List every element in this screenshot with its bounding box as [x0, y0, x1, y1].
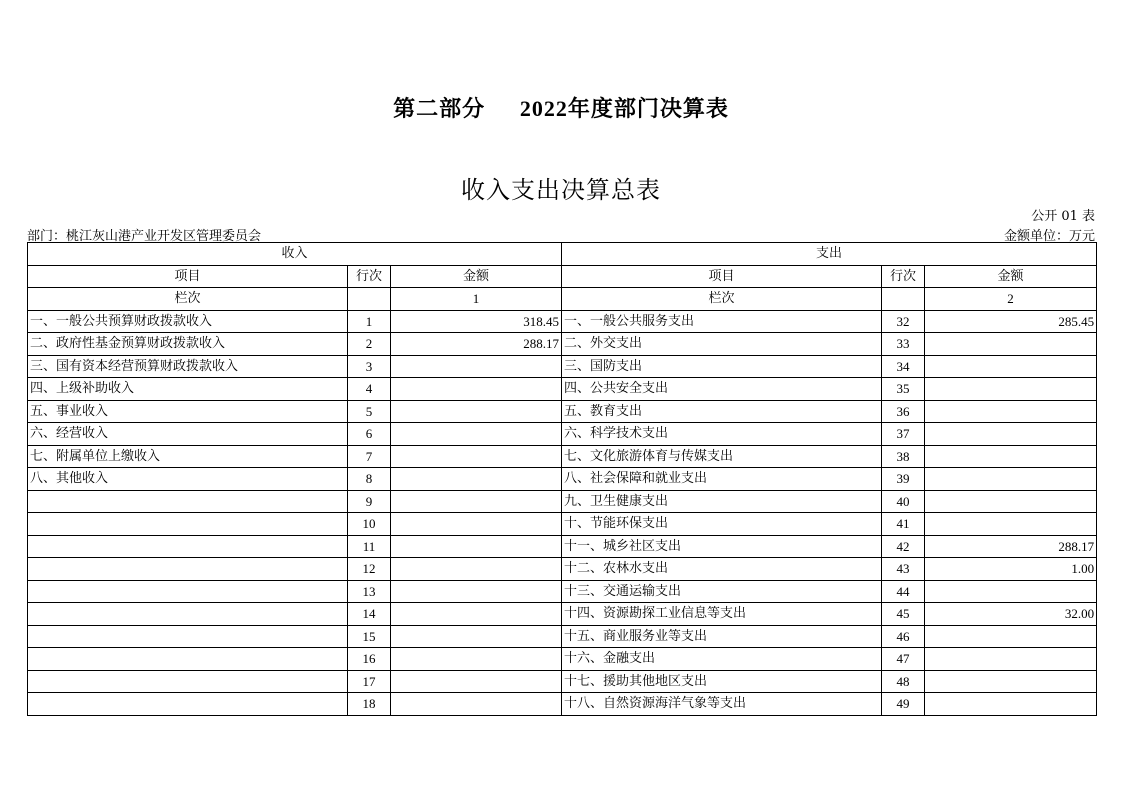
- expense-item-cell: 十五、商业服务业等支出: [562, 625, 882, 648]
- income-row-no-cell: 3: [348, 355, 391, 378]
- expense-row-no-cell: 44: [882, 580, 925, 603]
- heading-part: 第二部分: [393, 96, 486, 122]
- income-amount-cell: [391, 513, 562, 536]
- expense-amount-cell: 285.45: [925, 310, 1097, 333]
- expense-item-cell: 十六、金融支出: [562, 648, 882, 671]
- expense-row-no-cell: 47: [882, 648, 925, 671]
- expense-row-no-cell: 40: [882, 490, 925, 513]
- table-row: [28, 625, 1097, 648]
- income-item-cell: [28, 490, 348, 513]
- expense-item-cell: 十、节能环保支出: [562, 513, 882, 536]
- table-row: [28, 535, 1097, 558]
- table-column-header-row: [28, 265, 1097, 288]
- table-row: [28, 423, 1097, 446]
- income-row-no-cell: 1: [348, 310, 391, 333]
- table-row: [28, 670, 1097, 693]
- income-amount-cell: 288.17: [391, 333, 562, 356]
- table-row: [28, 693, 1097, 716]
- table-row: [28, 333, 1097, 356]
- income-item-cell: [28, 558, 348, 581]
- expense-amount-cell: 1.00: [925, 558, 1097, 581]
- table-group-header-row: [28, 243, 1097, 266]
- income-row-no-cell: 9: [348, 490, 391, 513]
- expense-column-no-blank: [882, 288, 925, 311]
- expense-row-no-cell: 39: [882, 468, 925, 491]
- income-amount-cell: [391, 670, 562, 693]
- income-amount-cell: [391, 648, 562, 671]
- income-row-no-cell: 14: [348, 603, 391, 626]
- income-amount-header: 金额: [391, 265, 562, 288]
- expense-row-no-cell: 32: [882, 310, 925, 333]
- income-item-cell: 二、政府性基金预算财政拨款收入: [28, 333, 348, 356]
- income-item-header: 项目: [28, 265, 348, 288]
- expense-item-cell: 十一、城乡社区支出: [562, 535, 882, 558]
- income-item-cell: 五、事业收入: [28, 400, 348, 423]
- income-amount-cell: [391, 423, 562, 446]
- expense-row-no-cell: 35: [882, 378, 925, 401]
- income-item-cell: [28, 580, 348, 603]
- expense-item-cell: 十八、自然资源海洋气象等支出: [562, 693, 882, 716]
- table-row: [28, 603, 1097, 626]
- table-row: [28, 648, 1097, 671]
- expense-item-cell: 九、卫生健康支出: [562, 490, 882, 513]
- income-row-no-cell: 11: [348, 535, 391, 558]
- expense-amount-cell: [925, 648, 1097, 671]
- income-expense-table: [27, 242, 1097, 716]
- income-item-cell: [28, 535, 348, 558]
- expense-item-cell: 三、国防支出: [562, 355, 882, 378]
- table-row: [28, 558, 1097, 581]
- income-amount-cell: [391, 355, 562, 378]
- table-row: [28, 490, 1097, 513]
- income-amount-cell: [391, 535, 562, 558]
- table-row: [28, 445, 1097, 468]
- expense-amount-cell: [925, 400, 1097, 423]
- income-row-no-cell: 17: [348, 670, 391, 693]
- table-row: [28, 513, 1097, 536]
- income-row-no-cell: 18: [348, 693, 391, 716]
- income-amount-cell: [391, 490, 562, 513]
- income-row-no-header: 行次: [348, 265, 391, 288]
- expense-amount-cell: [925, 378, 1097, 401]
- expense-row-no-cell: 37: [882, 423, 925, 446]
- table-row: [28, 580, 1097, 603]
- department-label: 部门：桃江灰山港产业开发区管理委员会: [27, 229, 262, 244]
- income-row-no-cell: 2: [348, 333, 391, 356]
- income-row-no-cell: 4: [348, 378, 391, 401]
- expense-amount-cell: [925, 580, 1097, 603]
- expense-item-cell: 十二、农林水支出: [562, 558, 882, 581]
- unit-label: 金额单位：万元: [1003, 229, 1095, 244]
- expense-row-no-cell: 36: [882, 400, 925, 423]
- table-column-number-row: [28, 288, 1097, 311]
- income-column-no-blank: [348, 288, 391, 311]
- expense-amount-cell: [925, 693, 1097, 716]
- expense-item-cell: 七、文化旅游体育与传媒支出: [562, 445, 882, 468]
- income-item-cell: 四、上级补助收入: [28, 378, 348, 401]
- income-row-no-cell: 10: [348, 513, 391, 536]
- expense-row-no-cell: 41: [882, 513, 925, 536]
- income-row-no-cell: 5: [348, 400, 391, 423]
- table-row: [28, 378, 1097, 401]
- income-amount-cell: [391, 400, 562, 423]
- income-amount-cell: [391, 378, 562, 401]
- expense-column-no: 2: [925, 288, 1097, 311]
- income-amount-cell: [391, 603, 562, 626]
- income-header: 收入: [28, 243, 562, 266]
- income-item-cell: [28, 513, 348, 536]
- income-row-no-cell: 12: [348, 558, 391, 581]
- table-body: [28, 310, 1097, 715]
- income-amount-cell: [391, 625, 562, 648]
- income-amount-cell: 318.45: [391, 310, 562, 333]
- table-row: [28, 310, 1097, 333]
- expense-amount-cell: [925, 468, 1097, 491]
- expense-amount-cell: 288.17: [925, 535, 1097, 558]
- expense-row-no-cell: 49: [882, 693, 925, 716]
- income-item-cell: 一、一般公共预算财政拨款收入: [28, 310, 348, 333]
- expense-item-cell: 八、社会保障和就业支出: [562, 468, 882, 491]
- expense-row-no-header: 行次: [882, 265, 925, 288]
- expense-row-no-cell: 38: [882, 445, 925, 468]
- expense-amount-cell: [925, 670, 1097, 693]
- expense-item-header: 项目: [562, 265, 882, 288]
- expense-amount-cell: [925, 490, 1097, 513]
- expense-item-cell: 十七、援助其他地区支出: [562, 670, 882, 693]
- income-row-no-cell: 13: [348, 580, 391, 603]
- income-item-cell: [28, 693, 348, 716]
- expense-amount-cell: [925, 445, 1097, 468]
- income-item-cell: 八、其他收入: [28, 468, 348, 491]
- income-item-cell: [28, 625, 348, 648]
- expense-row-no-cell: 33: [882, 333, 925, 356]
- expense-item-cell: 一、一般公共服务支出: [562, 310, 882, 333]
- expense-row-no-cell: 45: [882, 603, 925, 626]
- expense-amount-cell: [925, 333, 1097, 356]
- expense-row-no-cell: 48: [882, 670, 925, 693]
- table-row: [28, 468, 1097, 491]
- expense-item-cell: 六、科学技术支出: [562, 423, 882, 446]
- income-row-no-cell: 15: [348, 625, 391, 648]
- table-row: [28, 355, 1097, 378]
- expense-item-cell: 十四、资源勘探工业信息等支出: [562, 603, 882, 626]
- form-number: 公开 01 表: [1031, 209, 1095, 224]
- income-item-cell: 六、经营收入: [28, 423, 348, 446]
- table-row: [28, 400, 1097, 423]
- expense-amount-cell: [925, 355, 1097, 378]
- income-amount-cell: [391, 693, 562, 716]
- income-column-no: 1: [391, 288, 562, 311]
- expense-row-no-cell: 46: [882, 625, 925, 648]
- expense-column-no-label: 栏次: [562, 288, 882, 311]
- income-amount-cell: [391, 580, 562, 603]
- table-title: 收入支出决算总表: [461, 176, 661, 204]
- income-row-no-cell: 7: [348, 445, 391, 468]
- heading-year: 2022: [519, 96, 568, 121]
- expense-amount-cell: [925, 423, 1097, 446]
- income-item-cell: [28, 670, 348, 693]
- income-row-no-cell: 16: [348, 648, 391, 671]
- income-amount-cell: [391, 558, 562, 581]
- expense-amount-cell: 32.00: [925, 603, 1097, 626]
- expense-row-no-cell: 42: [882, 535, 925, 558]
- income-column-no-label: 栏次: [28, 288, 348, 311]
- expense-item-cell: 十三、交通运输支出: [562, 580, 882, 603]
- document-heading: [0, 92, 1122, 123]
- income-item-cell: 七、附属单位上缴收入: [28, 445, 348, 468]
- income-amount-cell: [391, 468, 562, 491]
- expense-amount-header: 金额: [925, 265, 1097, 288]
- expense-item-cell: 四、公共安全支出: [562, 378, 882, 401]
- expense-item-cell: 五、教育支出: [562, 400, 882, 423]
- income-item-cell: 三、国有资本经营预算财政拨款收入: [28, 355, 348, 378]
- income-item-cell: [28, 648, 348, 671]
- income-item-cell: [28, 603, 348, 626]
- expense-item-cell: 二、外交支出: [562, 333, 882, 356]
- income-row-no-cell: 8: [348, 468, 391, 491]
- expense-header: 支出: [562, 243, 1097, 266]
- income-amount-cell: [391, 445, 562, 468]
- expense-row-no-cell: 34: [882, 355, 925, 378]
- income-row-no-cell: 6: [348, 423, 391, 446]
- expense-row-no-cell: 43: [882, 558, 925, 581]
- expense-amount-cell: [925, 625, 1097, 648]
- expense-amount-cell: [925, 513, 1097, 536]
- heading-title: 年度部门决算表: [567, 96, 729, 122]
